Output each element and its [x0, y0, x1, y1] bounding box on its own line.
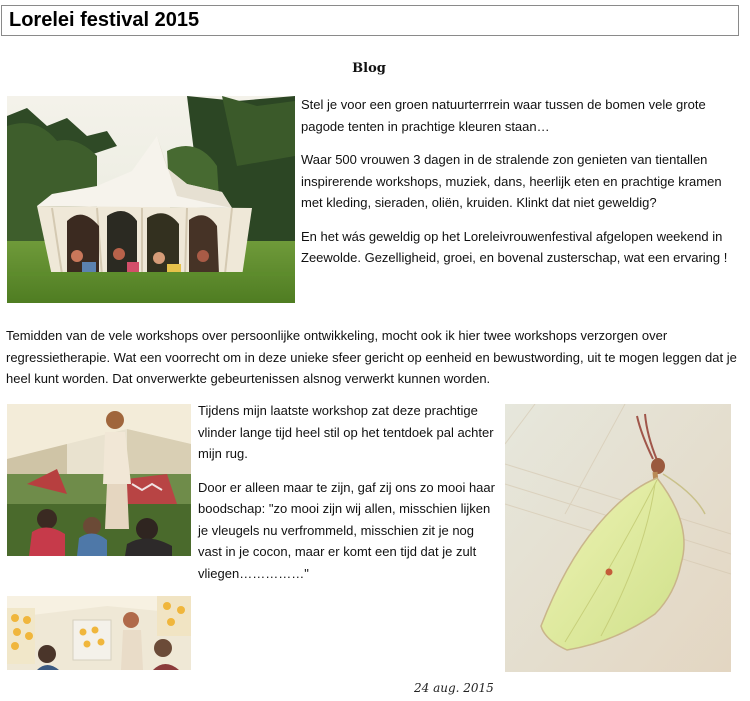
title-box [1, 5, 739, 36]
intro-p3: En het wás geweldig op het Loreleivrouwenfestival afgelopen weekend in Zeewolde. Gezelligheid, groei, en bovenal zusterschap, wat een ervaring ! [301, 228, 728, 265]
intro-paragraph [301, 94, 739, 269]
post-date: 24 aug. 2015 [414, 681, 494, 695]
butterfly-p1: Tijdens mijn laatste workshop zat deze prachtige vlinder lange tijd heel stil op het tentdoek pal achter mijn rug. [198, 403, 494, 461]
blog-heading: Blog [352, 61, 386, 76]
intro-p1: Stel je voor een groen natuurterrrein waar tussen de bomen vele grote pagode tenten in prachtige kleuren staan… [301, 97, 706, 134]
middle-paragraph: Temidden van de vele workshops over persoonlijke ontwikkeling, mocht ook ik hier twee workshops verzorgen over regressietherapie. Wat een voorrecht om in deze unieke sfeer gericht op eenheid en bewustwording, uit te mogen leggen dat je heel kunt worden. Dat onverwerkte gebeurtenissen alsnog verwerkt kunnen worden. [6, 328, 737, 386]
intro-p2: Waar 500 vrouwen 3 dagen in de stralende zon genieten van tientallen inspirerende workshops, muziek, dans, heerlijk eten en prachtige kramen met kleding, sieraden, oliën, kruiden. Klinkt dat niet geweldig? [301, 152, 722, 210]
butterfly-photo [505, 404, 731, 672]
workshop-photo [7, 404, 191, 556]
butterfly-paragraph [198, 400, 498, 584]
tent-photo [7, 96, 295, 303]
participants-photo [7, 596, 191, 670]
butterfly-p2: Door er alleen maar te zijn, gaf zij ons zo mooi haar boodschap: "zo mooi zijn wij allen, misschien lijken je vleugels nu verfrommeld, misschien zit je nog vast in je cocon, maar er komt een tijd dat je zult vliegen……………" [198, 479, 495, 581]
page-title: Lorelei festival 2015 [9, 9, 200, 31]
